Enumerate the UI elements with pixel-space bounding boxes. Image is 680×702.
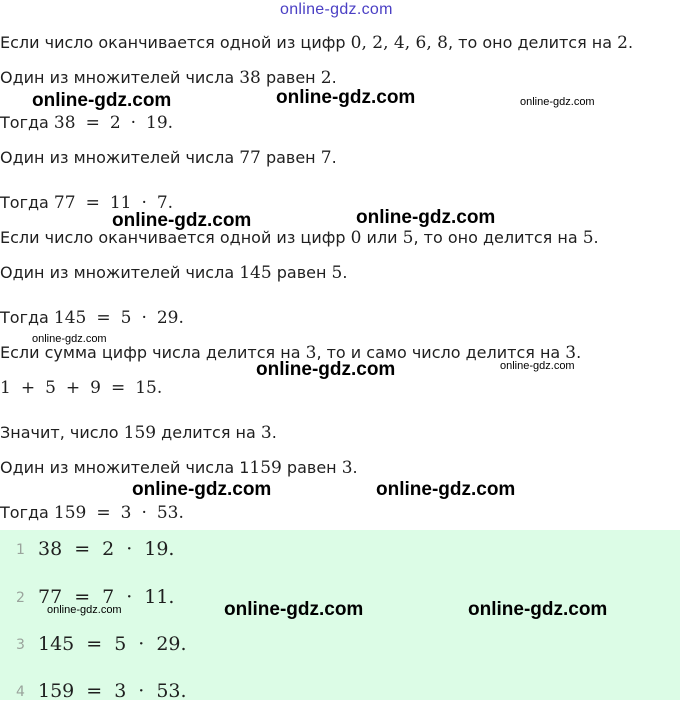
watermark: online-gdz.com	[520, 96, 595, 108]
answer-equation: 159 = 3 · 53.	[38, 680, 187, 702]
answer-equation: 145 = 5 · 29.	[38, 633, 187, 655]
watermark: online-gdz.com	[376, 479, 516, 500]
equation-145: Тогда 145 = 5 · 29.	[0, 308, 184, 328]
factor-145: Один из множителей числа 145 равен 5.	[0, 263, 348, 283]
equation-159: Тогда 159 = 3 · 53.	[0, 503, 184, 523]
factor-159: Один из множителей числа 1159 равен 3.	[0, 458, 358, 478]
equation-38: Тогда 38 = 2 · 19.	[0, 113, 174, 133]
digit-sum-equation: 1 + 5 + 9 = 15.	[0, 378, 163, 398]
answer-equation: 77 = 7 · 11.	[38, 586, 175, 608]
watermark: online-gdz.com	[224, 599, 364, 620]
answer-equation: 38 = 2 · 19.	[38, 538, 175, 560]
factor-38: Один из множителей числа 38 равен 2.	[0, 68, 337, 88]
equation-77: Тогда 77 = 11 · 7.	[0, 193, 174, 213]
answer-number: 4	[16, 684, 25, 700]
watermark: online-gdz.com	[112, 210, 252, 231]
watermark: online-gdz.com	[256, 359, 396, 380]
watermark: online-gdz.com	[32, 333, 107, 345]
rule-digit-sum: Если сумма цифр числа делится на 3, то и само число делится на 3.	[0, 343, 582, 363]
watermark: online-gdz.com	[132, 479, 272, 500]
watermark: online-gdz.com	[32, 90, 172, 111]
conclusion-159: Значит, число 159 делится на 3.	[0, 423, 277, 443]
watermark: online-gdz.com	[47, 604, 122, 616]
answer-number: 2	[16, 590, 25, 606]
watermark: online-gdz.com	[500, 360, 575, 372]
rule-zero-five: Если число оканчивается одной из цифр 0 или 5, то оно делится на 5.	[0, 228, 599, 248]
answer-number: 3	[16, 637, 25, 653]
rule-even-digits: Если число оканчивается одной из цифр 0, 2, 4, 6, 8, то оно делится на 2.	[0, 33, 634, 53]
watermark: online-gdz.com	[356, 207, 496, 228]
factor-77: Один из множителей числа 77 равен 7.	[0, 148, 337, 168]
watermark: online-gdz.com	[276, 87, 416, 108]
watermark-top: online-gdz.com	[280, 1, 393, 18]
watermark: online-gdz.com	[468, 599, 608, 620]
answer-number: 1	[16, 542, 25, 558]
